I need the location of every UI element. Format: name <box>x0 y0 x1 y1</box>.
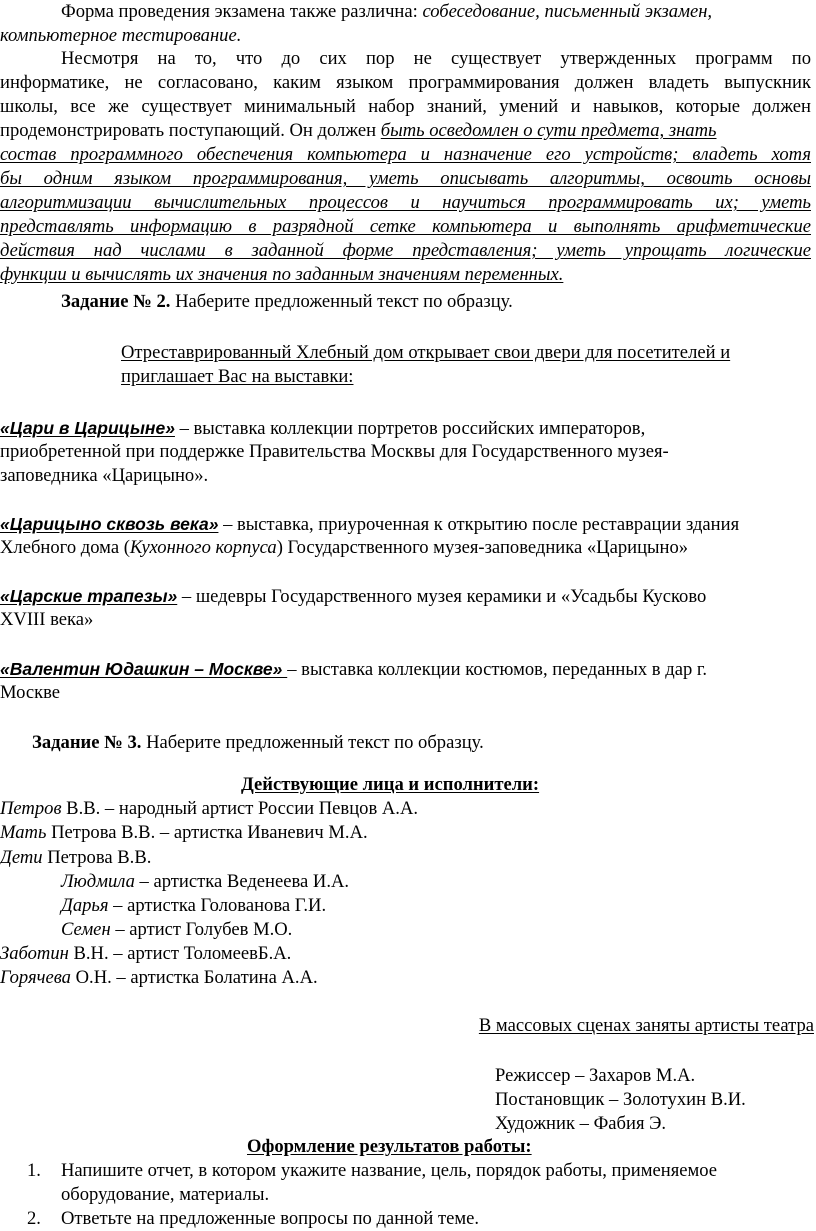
role-name: Дарья <box>61 895 109 916</box>
text-italic: Кухонного корпуса <box>129 537 277 558</box>
text: ) Государственного музея-заповедника «Царицыно» <box>276 537 689 558</box>
task-2 <box>61 290 513 314</box>
task-label: Задание № 2. <box>61 291 171 312</box>
exhibition-1-line-3: заповедника «Царицыно». <box>0 465 209 486</box>
text: Хлебного дома ( <box>0 537 130 558</box>
task-text: Наберите предложенный текст по образцу. <box>170 291 513 312</box>
para2-line-4 <box>0 119 717 143</box>
list-item-1-line-1: Напишите отчет, в котором укажите название, цель, порядок работы, применяемое <box>61 1160 718 1181</box>
role-name: Петров <box>0 798 62 819</box>
para2-line-3: школы, все же существует минимальный набор знаний, умений и навыков, которые должен <box>0 96 811 117</box>
announcement-line-2: приглашает Вас на выставки: <box>121 366 354 387</box>
para2-line-6: бы одним языком программирования, уметь описывать алгоритмы, освоить основы <box>0 168 811 189</box>
role-name: Семен <box>61 919 111 940</box>
exhibition-2-line-2 <box>0 536 688 560</box>
cast-text: В.Н. – артист ТоломеевБ.А. <box>68 943 292 964</box>
exhibition-title: «Цари в Царицыне» <box>0 418 175 438</box>
credit-director: Режиссер – Захаров М.А. <box>495 1065 696 1086</box>
credit-staging: Постановщик – Золотухин В.И. <box>495 1089 746 1110</box>
role-name: Мать <box>0 822 47 843</box>
para2-line-9: действия над числами в заданной форме представления; уметь упрощать логические <box>0 240 811 261</box>
exhibition-1-line-1 <box>0 416 645 441</box>
cast-text: – артистка Голованова Г.И. <box>108 895 327 916</box>
text: Форма проведения экзамена также различна: <box>61 1 423 22</box>
cast-row <box>0 966 318 990</box>
para2-line-8: представлять информацию в разрядной сетке компьютера и выполнять арифметические <box>0 216 811 237</box>
exhibition-4-line-1 <box>0 657 707 682</box>
cast-row <box>0 846 151 870</box>
cast-row <box>61 894 326 918</box>
para2-line-7: алгоритмизации вычислительных процессов и научиться программировать их; уметь <box>0 192 811 213</box>
text: – выставка, приуроченная к открытию после реставрации здания <box>218 514 740 535</box>
exam-form-line-1 <box>61 0 712 24</box>
cast-row <box>0 821 368 845</box>
cast-text: Петрова В.В. <box>42 847 152 868</box>
cast-text: О.Н. – артистка Болатина А.А. <box>70 967 318 988</box>
role-name: Дети <box>0 847 43 868</box>
exhibition-4-line-2: Москве <box>0 682 61 703</box>
cast-heading: Действующие лица и исполнители: <box>241 774 540 795</box>
exhibition-1-line-2: приобретенной при поддержке Правительства Москвы для Государственного музея- <box>0 441 669 462</box>
exhibition-title: «Валентин Юдашкин – Москве» <box>0 659 288 679</box>
credit-artist: Художник – Фабия Э. <box>495 1113 667 1134</box>
exhibition-title: «Царские трапезы» <box>0 586 178 606</box>
exhibition-title: «Царицыно сквозь века» <box>0 514 219 534</box>
text: – выставка коллекции костюмов, переданных в дар г. <box>287 659 708 680</box>
cast-text: Петрова В.В. – артистка Иваневич М.А. <box>46 822 368 843</box>
para2-line-1: Несмотря на то, что до сих пор не существует утвержденных программ по <box>61 48 811 69</box>
exhibition-2-line-1 <box>0 512 739 537</box>
text: – шедевры Государственного музея керамики и «Усадьбы Кусково <box>177 586 707 607</box>
role-name: Людмила <box>61 871 135 892</box>
task-text: Наберите предложенный текст по образцу. <box>141 732 484 753</box>
exhibition-3-line-2: XVIII века» <box>0 609 94 630</box>
announcement-line-1: Отреставрированный Хлебный дом открывает свои двери для посетителей и <box>121 342 731 363</box>
cast-text: – артист Голубев М.О. <box>110 919 293 940</box>
role-name: Горячева <box>0 967 71 988</box>
cast-row <box>61 918 292 942</box>
exhibition-3-line-1 <box>0 584 706 609</box>
list-item-1-line-2: оборудование, материалы. <box>61 1184 270 1205</box>
cast-text: – артистка Веденеева И.А. <box>134 871 350 892</box>
results-heading: Оформление результатов работы: <box>247 1136 532 1157</box>
mass-scenes-note: В массовых сценах заняты артисты театра <box>478 1015 814 1036</box>
exam-form-line-2: компьютерное тестирование. <box>0 25 242 46</box>
cast-row <box>61 870 349 894</box>
text-italic: собеседование, письменный экзамен, <box>422 1 713 22</box>
list-number: 2. <box>27 1208 41 1229</box>
task-label: Задание № 3. <box>32 732 142 753</box>
text: – выставка коллекции портретов российских императоров, <box>174 418 646 439</box>
text: продемонстрировать поступающий. Он должен <box>0 120 381 141</box>
cast-text: В.В. – народный артист России Певцов А.А. <box>61 798 419 819</box>
role-name: Заботин <box>0 943 69 964</box>
text-italic-underline: быть осведомлен о сути предмета, знать <box>380 120 717 141</box>
cast-row <box>0 797 418 821</box>
list-number: 1. <box>27 1160 41 1181</box>
para2-line-5: состав программного обеспечения компьютера и назначение его устройств; владеть хотя <box>0 144 811 165</box>
task-3 <box>32 731 484 755</box>
cast-row <box>0 942 291 966</box>
para2-line-10: функции и вычислять их значения по заданным значениям переменных. <box>0 264 564 285</box>
list-item-2-line-1: Ответьте на предложенные вопросы по данной теме. <box>61 1208 480 1229</box>
para2-line-2: информатике, не согласовано, каким языком программирования должен владеть выпускник <box>0 72 811 93</box>
